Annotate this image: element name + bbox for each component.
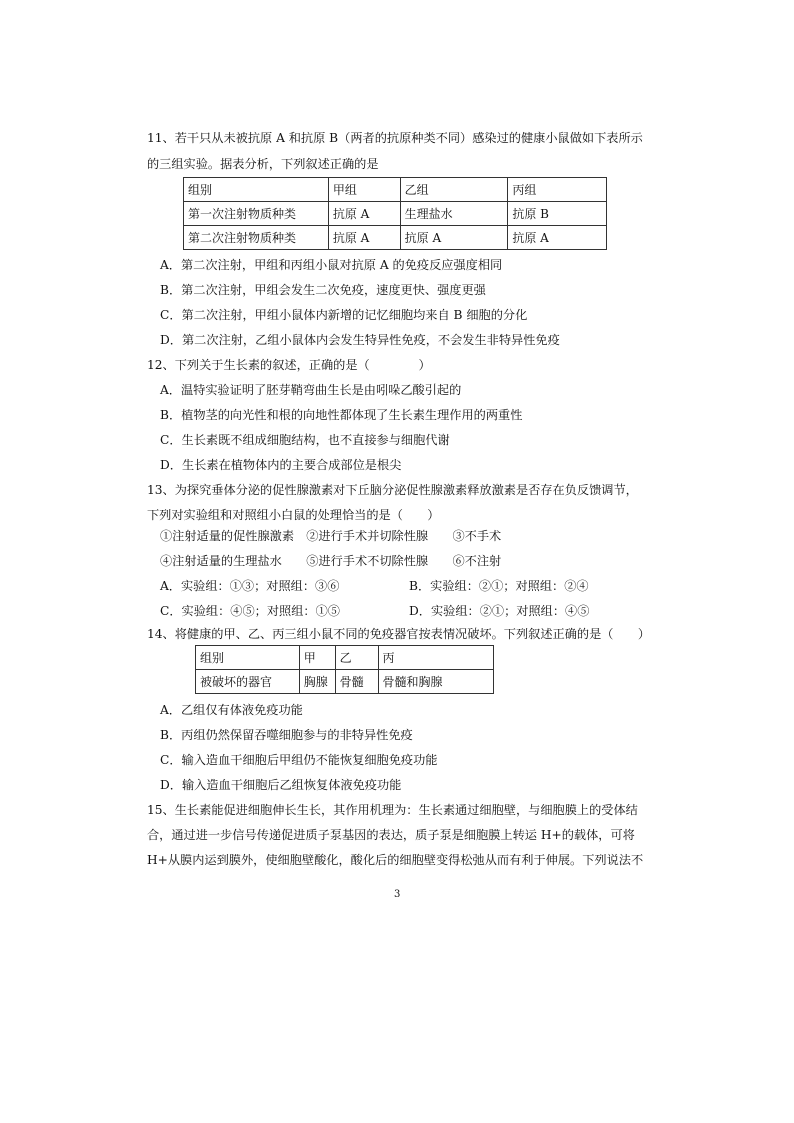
table-row xyxy=(196,670,494,694)
table-cell: 抗原 A xyxy=(328,226,400,250)
q12-option-b: B．植物茎的向光性和根的向地性都体现了生长素生理作用的两重性 xyxy=(160,408,523,422)
q11-option-a: A．第二次注射，甲组和丙组小鼠对抗原 A 的免疫反应强度相同 xyxy=(160,258,503,272)
q11-stem-line-1: 11、若干只从未被抗原 A 和抗原 B（两者的抗原种类不同）感染过的健康小鼠做如下表所示 xyxy=(147,131,643,145)
table-cell: 抗原 A xyxy=(508,226,607,250)
q15-stem-line-2: 合，通过进一步信号传递促进质子泵基因的表达，质子泵是细胞膜上转运 H+的载体，可将 xyxy=(147,828,635,842)
table-header-cell: 乙 xyxy=(335,646,378,670)
table-row xyxy=(184,202,607,226)
table-header-cell: 甲 xyxy=(299,646,335,670)
q11-option-c: C．第二次注射，甲组小鼠体内新增的记忆细胞均来自 B 细胞的分化 xyxy=(160,308,528,322)
q14-option-c: C．输入造血干细胞后甲组仍不能恢复细胞免疫功能 xyxy=(160,753,438,767)
q15-stem-line-3: H+从膜内运到膜外，使细胞壁酸化，酸化后的细胞壁变得松弛从而有利于伸展。下列说法不 xyxy=(147,853,644,867)
table-cell: 骨髓和胸腺 xyxy=(378,670,493,694)
q13-stem-line-1: 13、为探究垂体分泌的促性腺激素对下丘脑分泌促性腺激素释放激素是否存在负反馈调节， xyxy=(147,483,638,497)
table-header-cell: 组别 xyxy=(184,178,329,202)
table-row xyxy=(184,178,607,202)
table-header-cell: 甲组 xyxy=(328,178,400,202)
table-header-cell: 丙组 xyxy=(508,178,607,202)
q12-option-d: D．生长素在植物体内的主要合成部位是根尖 xyxy=(160,458,402,472)
q11-table xyxy=(183,177,607,250)
q14-stem: 14、将健康的甲、乙、丙三组小鼠不同的免疫器官按表情况破坏。下列叙述正确的是（ ） xyxy=(147,627,651,641)
q14-option-b: B．丙组仍然保留吞噬细胞参与的非特异性免疫 xyxy=(160,728,413,742)
q13-stem-line-2: 下列对实验组和对照组小白鼠的处理恰当的是（ ） xyxy=(147,508,440,522)
q13-option-d: D．实验组：②①；对照组：④⑤ xyxy=(409,604,590,618)
q11-stem-line-2: 的三组实验。据表分析，下列叙述正确的是 xyxy=(147,157,379,171)
table-cell: 第二次注射物质种类 xyxy=(184,226,329,250)
table-row xyxy=(184,226,607,250)
table-header-cell: 乙组 xyxy=(400,178,508,202)
table-cell: 抗原 B xyxy=(508,202,607,226)
q12-stem: 12、下列关于生长素的叙述，正确的是（ ） xyxy=(147,358,431,372)
q11-option-d: D．第二次注射，乙组小鼠体内会发生特异性免疫，不会发生非特异性免疫 xyxy=(160,333,560,347)
table-cell: 胸腺 xyxy=(299,670,335,694)
table-row xyxy=(196,646,494,670)
table-cell: 第一次注射物质种类 xyxy=(184,202,329,226)
page-number: 3 xyxy=(394,889,401,900)
q13-items-line-1: ①注射适量的促性腺激素 ②进行手术并切除性腺 ③不手术 xyxy=(160,529,502,543)
table-header-cell: 组别 xyxy=(196,646,300,670)
q13-option-c: C．实验组：④⑤；对照组：①⑤ xyxy=(160,604,340,618)
table-cell: 抗原 A xyxy=(400,226,508,250)
q14-option-a: A．乙组仅有体液免疫功能 xyxy=(160,703,303,717)
q14-option-d: D．输入造血干细胞后乙组恢复体液免疫功能 xyxy=(160,778,402,792)
table-header-cell: 丙 xyxy=(378,646,493,670)
q14-table xyxy=(195,645,494,694)
table-cell: 生理盐水 xyxy=(400,202,508,226)
q15-stem-line-1: 15、生长素能促进细胞伸长生长，其作用机理为：生长素通过细胞壁，与细胞膜上的受体结 xyxy=(147,803,638,817)
q13-option-a: A．实验组：①③；对照组：③⑥ xyxy=(160,579,340,593)
table-cell: 骨髓 xyxy=(335,670,378,694)
table-cell: 抗原 A xyxy=(328,202,400,226)
q11-option-b: B．第二次注射，甲组会发生二次免疫，速度更快、强度更强 xyxy=(160,283,486,297)
q13-option-b: B．实验组：②①；对照组：②④ xyxy=(409,579,589,593)
q12-option-a: A．温特实验证明了胚芽鞘弯曲生长是由吲哚乙酸引起的 xyxy=(160,383,462,397)
q13-items-line-2: ④注射适量的生理盐水 ⑤进行手术不切除性腺 ⑥不注射 xyxy=(160,554,502,568)
q12-option-c: C．生长素既不组成细胞结构，也不直接参与细胞代谢 xyxy=(160,433,450,447)
table-cell: 被破坏的器官 xyxy=(196,670,300,694)
